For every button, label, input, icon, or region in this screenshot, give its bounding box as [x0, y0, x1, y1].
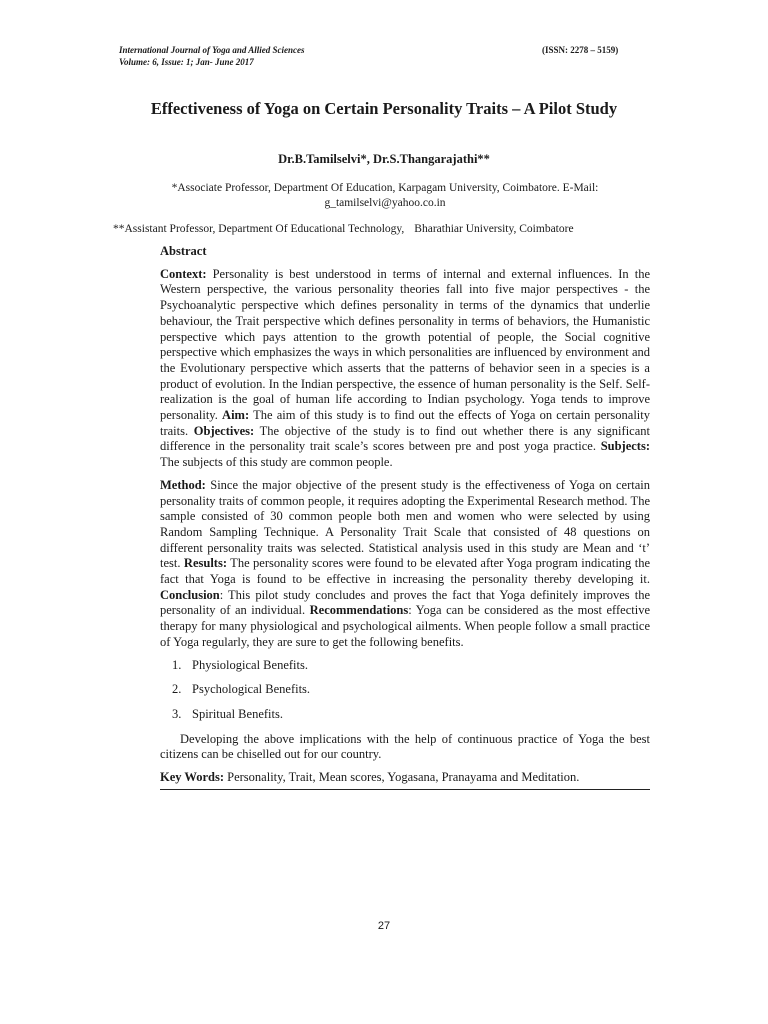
benefits-list	[160, 658, 650, 723]
list-item-text: Psychological Benefits.	[192, 682, 311, 697]
list-item-number: 3.	[172, 706, 182, 721]
keywords-text: Personality, Trait, Mean scores, Yogasana, Pranayama and Meditation.	[224, 770, 580, 785]
method-text: Since the major objective of the present study is the effectiveness of Yoga on certain personality traits of common people, it requires adopting the Experimental Research method. The sample consisted of 30 common people both men and women who were selected by using Random Sampling Technique. A Personality Trait Scale that consisted of 48 questions on different personality traits was selected. Statistical analysis used in this study are Mean and ‘t’ test.	[160, 477, 650, 571]
results-text: The personality scores were found to be elevated after Yoga program indicating the fact that Yoga is found to be effective in increasing the personality thereby developing it.	[160, 556, 650, 587]
closing-paragraph: Developing the above implications with the help of continuous practice of Yoga the best citizens can be chiselled out for our country.	[160, 731, 650, 762]
paper-authors: Dr.B.Tamilselvi*, Dr.S.Thangarajathi**	[278, 152, 490, 166]
paper-title: Effectiveness of Yoga on Certain Personality Traits – A Pilot Study	[150, 99, 618, 118]
aim-text: The aim of this study is to find out the effects of Yoga on certain personality traits.	[160, 408, 650, 438]
affiliation-2	[113, 222, 673, 236]
abstract-section	[160, 244, 650, 790]
recommendations-label: Recommendations	[309, 603, 409, 618]
page-number: 27	[377, 920, 391, 932]
list-item	[172, 658, 650, 674]
issn-label: (ISSN: 2278 – 5159)	[542, 45, 619, 55]
recommendations-text: : Yoga can be considered as the most effective therapy for many physiological and psychological ailments. When people follow a small practice of Yoga regularly, they are sure to get the following benefits.	[160, 603, 650, 649]
method-label: Method:	[160, 477, 206, 492]
list-item-text: Physiological Benefits.	[192, 657, 308, 672]
affiliation-2-university: Bharathiar University, Coimbatore	[414, 223, 574, 235]
conclusion-text: : This pilot study concludes and proves the fact that Yoga definitely improves the personality of an individual.	[160, 587, 650, 618]
journal-header	[119, 44, 305, 68]
subjects-label: Subjects:	[600, 439, 650, 454]
list-item	[172, 682, 650, 698]
conclusion-label: Conclusion	[160, 587, 220, 602]
subjects-text: The subjects of this study are common people.	[160, 455, 393, 470]
keywords-label: Key Words:	[160, 770, 225, 785]
context-paragraph	[160, 267, 650, 471]
affiliation-1: *Associate Professor, Department Of Education, Karpagam University, Coimbatore. E-Mail: g_tamilselvi@yahoo.co.in	[171, 182, 599, 209]
abstract-heading: Abstract	[160, 244, 207, 258]
list-item	[172, 707, 650, 723]
objectives-label: Objectives:	[193, 423, 255, 438]
keywords-line	[160, 770, 650, 790]
list-item-number: 1.	[172, 657, 182, 672]
affiliation-2-department: **Assistant Professor, Department Of Educational Technology,	[113, 223, 405, 235]
objectives-text: The objective of the study is to find out whether there is any significant difference in the personality trait scale’s scores between pre and post yoga practice.	[160, 423, 650, 454]
journal-volume: Volume: 6, Issue: 1; Jan- June 2017	[119, 57, 254, 67]
aim-label: Aim:	[222, 408, 250, 423]
list-item-number: 2.	[172, 682, 182, 697]
context-text: Personality is best understood in terms of internal and external influences. In the Western perspective, the various personality theories fall into five major perspectives - the Psychoanalytic perspective which defines personality in terms of the dynamics that underlie behaviour, the Trait perspective which defines personality in terms of behaviors, the Humanistic perspective which pays attention to the growth potential of people, the Social cognitive perspective which emphasizes the ways in which personalities are influenced by environment and the Evolutionary perspective which asserts that the patterns of behavior seen in a species is a product of evolution. In the Indian perspective, the essence of human personality is the Self. Self-realization is the goal of human life according to Indian psychology. Yoga tends to improve personality.	[160, 266, 650, 423]
journal-name: International Journal of Yoga and Allied Sciences	[119, 45, 305, 55]
list-item-text: Spiritual Benefits.	[192, 706, 283, 721]
results-label: Results:	[183, 556, 227, 571]
method-paragraph	[160, 478, 650, 651]
context-label: Context:	[160, 266, 207, 281]
